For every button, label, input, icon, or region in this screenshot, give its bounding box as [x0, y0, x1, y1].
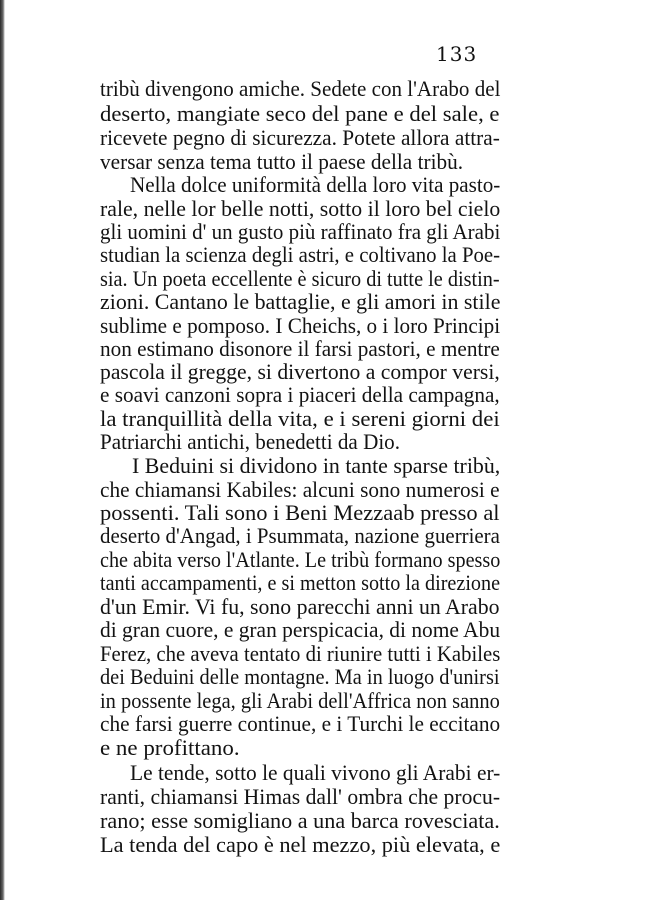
- text-line: Ferez, che aveva tentato di riunire tutti i Kabiles: [100, 641, 501, 666]
- text-line: che abita verso l'Atlante. Le tribù formano spesso: [100, 547, 501, 572]
- page-edge-shadow: [0, 0, 5, 900]
- text-line: la tranquillità della vita, e i sereni giorni dei: [100, 406, 500, 431]
- page-number: 133: [436, 42, 478, 66]
- text-line: Nella dolce uniformità della loro vita pasto-: [130, 172, 501, 197]
- text-line: zioni. Cantano le battaglie, e gli amori in stile: [100, 289, 501, 314]
- text-line: rale, nelle lor belle notti, sotto il loro bel cielo: [100, 196, 501, 221]
- text-line: deserto, mangiate seco del pane e del sale, e: [100, 101, 500, 126]
- text-line: non estimano disonore il farsi pastori, e mentre: [100, 336, 500, 361]
- text-line: e ne profittano.: [100, 735, 240, 760]
- text-line: sia. Un poeta eccellente è sicuro di tutte le distin-: [100, 266, 500, 291]
- text-line: di gran cuore, e gran perspicacia, di nome Abu: [100, 617, 501, 642]
- text-line: dei Beduini delle montagne. Ma in luogo d'unirsi: [100, 664, 500, 689]
- text-line: ricevete pegno di sicurezza. Potete allora attra-: [100, 125, 500, 150]
- text-line: versar senza tema tutto il paese della tribù.: [100, 149, 464, 174]
- text-line: in possente lega, gli Arabi dell'Affrica non sanno: [100, 688, 500, 713]
- text-line: possenti. Tali sono i Beni Mezzaab presso al: [100, 500, 500, 525]
- text-line: ranti, chiamansi Himas dall' ombra che procu-: [100, 784, 501, 809]
- text-line: I Beduini si dividono in tante sparse tribù,: [132, 453, 501, 478]
- text-line: studian la scienza degli astri, e coltivano la Poe-: [100, 242, 501, 267]
- text-line: d'un Emir. Vi fu, sono parecchi anni un Arabo: [100, 594, 500, 619]
- text-line: rano; esse somigliano a una barca rovesciata.: [100, 808, 500, 833]
- text-line: Le tende, sotto le quali vivono gli Arabi er-: [130, 760, 501, 785]
- text-line: Patriarchi antichi, benedetti da Dio.: [100, 429, 401, 454]
- text-line: tanti accampamenti, e si metton sotto la direzione: [100, 570, 501, 595]
- text-line: sublime e pomposo. I Cheichs, o i loro Principi: [100, 313, 501, 338]
- text-line: La tenda del capo è nel mezzo, più elevata, e: [100, 832, 501, 857]
- text-line: che chiamansi Kabiles: alcuni sono numerosi e: [100, 477, 500, 502]
- text-line: tribù divengono amiche. Sedete con l'Arabo del: [100, 76, 501, 101]
- text-line: che farsi guerre continue, e i Turchi le eccitano: [100, 711, 501, 736]
- text-line: gli uomini d' un gusto più raffinato fra gli Arabi: [100, 219, 501, 244]
- text-line: e soavi canzoni sopra i piaceri della campagna,: [100, 382, 500, 407]
- text-line: pascola il gregge, si divertono a compor versi,: [100, 359, 500, 384]
- text-line: deserto d'Angad, i Psummata, nazione guerriera: [100, 523, 500, 548]
